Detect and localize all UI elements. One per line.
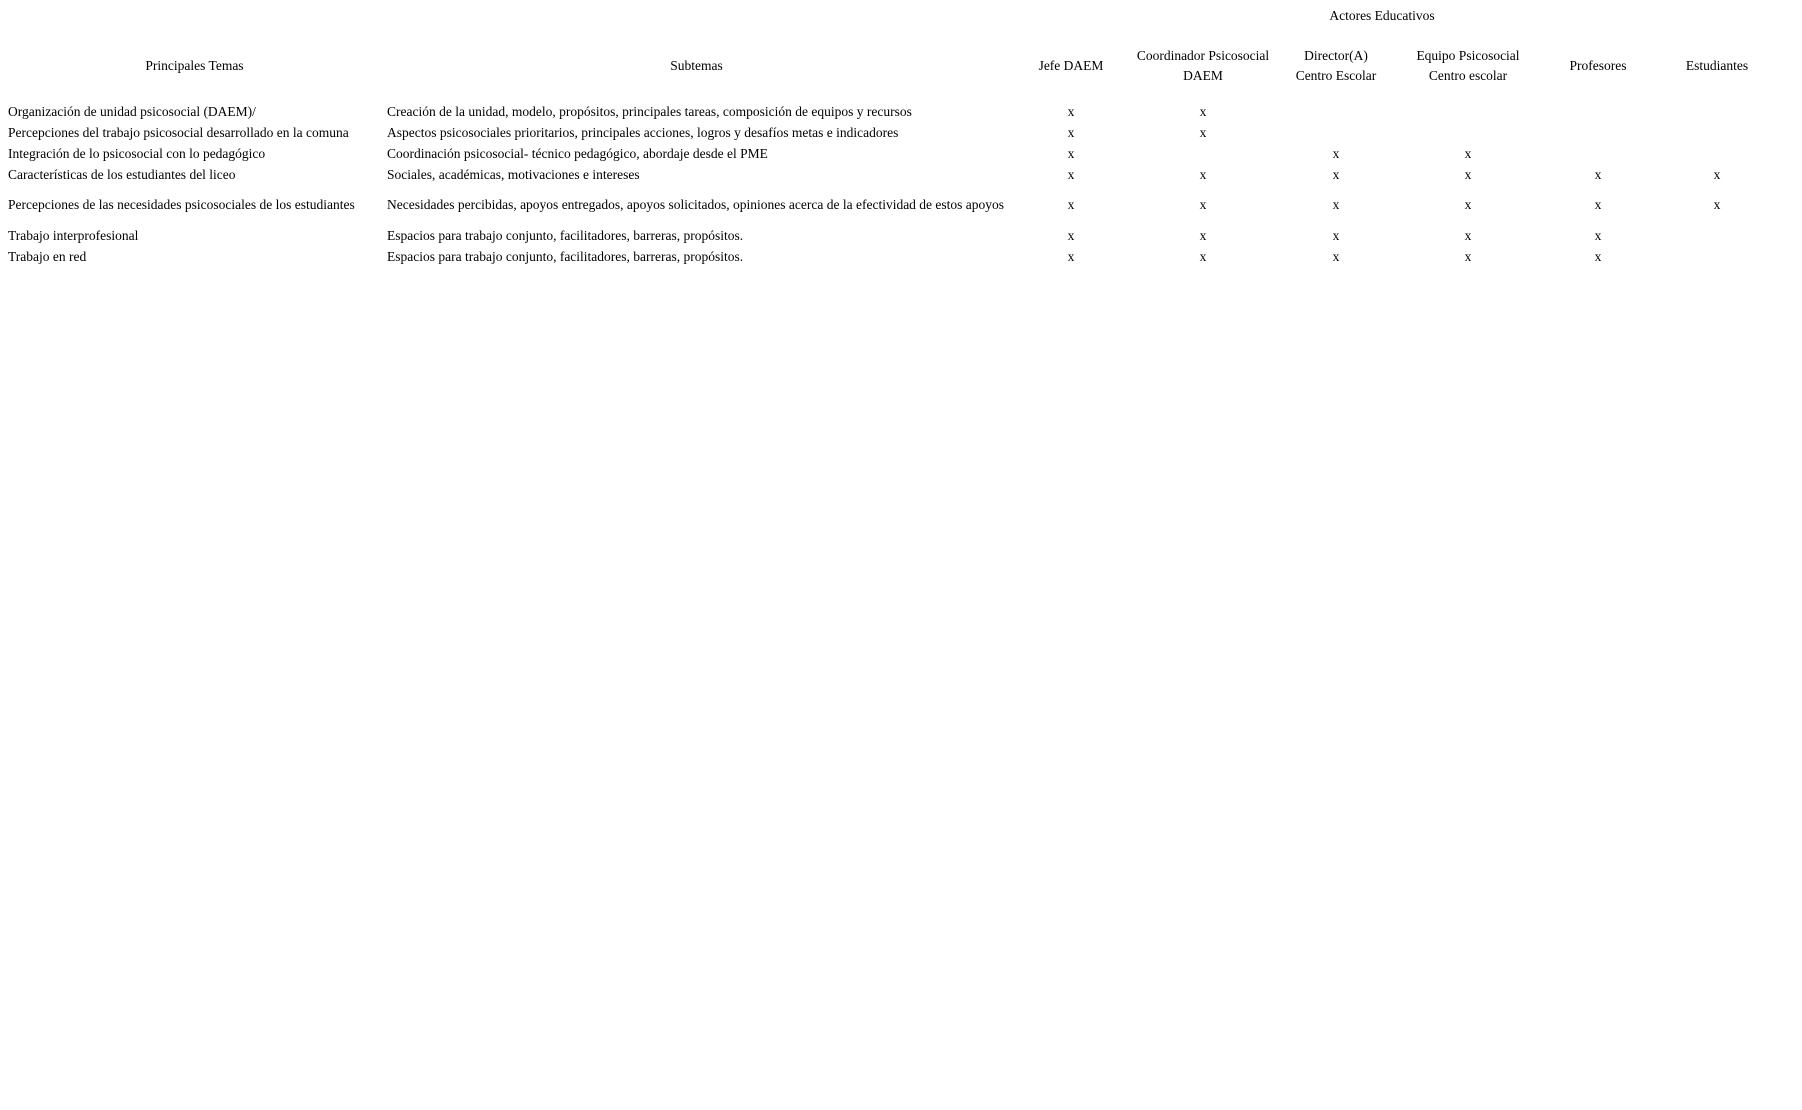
cell-subtema: Sociales, académicas, motivaciones e intereses bbox=[387, 166, 640, 182]
cell-director: x bbox=[1332, 248, 1340, 264]
table-body bbox=[5, 101, 1775, 267]
cell-profesores: x bbox=[1594, 227, 1602, 243]
col-header-coordinador-line1: Coordinador Psicosocial bbox=[1136, 48, 1270, 63]
cell-subtema: Coordinación psicosocial- técnico pedagógico, abordaje desde el PME bbox=[387, 145, 768, 161]
cell-profesores: x bbox=[1594, 197, 1602, 212]
table-row bbox=[5, 225, 1775, 246]
cell-jefe-daem: x bbox=[1067, 248, 1075, 264]
cell-equipo: x bbox=[1464, 197, 1472, 212]
col-header-subtema: Subtemas bbox=[670, 58, 723, 73]
table-row bbox=[5, 101, 1775, 122]
cell-profesores bbox=[1537, 101, 1659, 122]
cell-coordinador: x bbox=[1199, 103, 1207, 119]
cell-profesores: x bbox=[1594, 248, 1602, 264]
cell-equipo: x bbox=[1464, 227, 1472, 243]
col-header-equipo-line2: Centro escolar bbox=[1428, 68, 1508, 83]
col-header-coordinador-line2: DAEM bbox=[1183, 68, 1223, 83]
cell-estudiantes bbox=[1659, 122, 1775, 143]
cell-estudiantes: x bbox=[1713, 166, 1721, 182]
cell-tema: Trabajo en red bbox=[8, 248, 87, 264]
table-row bbox=[5, 246, 1775, 267]
col-header-equipo-line1: Equipo Psicosocial bbox=[1416, 48, 1520, 63]
cell-director bbox=[1273, 101, 1399, 122]
cell-director: x bbox=[1332, 145, 1340, 161]
cell-coordinador bbox=[1133, 143, 1273, 164]
col-header-director-line2: Centro Escolar bbox=[1295, 68, 1377, 83]
cell-coordinador: x bbox=[1199, 166, 1207, 182]
cell-equipo bbox=[1399, 122, 1537, 143]
cell-tema: Integración de lo psicosocial con lo pedagógico bbox=[8, 145, 266, 161]
col-header-tema: Principales Temas bbox=[145, 58, 244, 73]
col-header-estudiantes: Estudiantes bbox=[1685, 58, 1749, 73]
table-header bbox=[5, 44, 1775, 101]
cell-estudiantes bbox=[1659, 143, 1775, 164]
cell-equipo: x bbox=[1464, 166, 1472, 182]
table-row bbox=[5, 185, 1775, 225]
cell-tema: Percepciones del trabajo psicosocial desarrollado en la comuna bbox=[8, 124, 349, 140]
cell-director: x bbox=[1332, 166, 1340, 182]
cell-estudiantes bbox=[1659, 225, 1775, 246]
cell-profesores bbox=[1537, 122, 1659, 143]
cell-tema: Características de los estudiantes del liceo bbox=[8, 166, 236, 182]
cell-jefe-daem: x bbox=[1067, 124, 1075, 140]
cell-equipo: x bbox=[1464, 248, 1472, 264]
cell-profesores bbox=[1537, 143, 1659, 164]
cell-jefe-daem: x bbox=[1067, 145, 1075, 161]
cell-subtema: Espacios para trabajo conjunto, facilitadores, barreras, propósitos. bbox=[387, 227, 744, 243]
col-header-director-line1: Director(A) bbox=[1304, 48, 1368, 63]
cell-subtema: Aspectos psicosociales prioritarios, principales acciones, logros y desafíos metas e indicadores bbox=[387, 124, 899, 140]
cell-subtema: Necesidades percibidas, apoyos entregados, apoyos solicitados, opiniones acerca de la efectividad de estos apoyos bbox=[387, 197, 1005, 212]
cell-director: x bbox=[1332, 227, 1340, 243]
table-row bbox=[5, 143, 1775, 164]
table-row bbox=[5, 164, 1775, 185]
cell-tema: Organización de unidad psicosocial (DAEM)/ bbox=[8, 103, 256, 119]
spacer-cell bbox=[5, 88, 1775, 101]
cell-coordinador: x bbox=[1199, 248, 1207, 264]
col-header-coordinador bbox=[1133, 44, 1273, 88]
table-row bbox=[5, 122, 1775, 143]
cell-equipo: x bbox=[1464, 145, 1472, 161]
cell-jefe-daem: x bbox=[1067, 166, 1075, 182]
cell-director bbox=[1273, 122, 1399, 143]
cell-coordinador: x bbox=[1199, 227, 1207, 243]
cell-tema: Percepciones de las necesidades psicosociales de los estudiantes bbox=[8, 197, 355, 212]
col-header-equipo bbox=[1399, 44, 1537, 88]
cell-estudiantes bbox=[1659, 101, 1775, 122]
cell-coordinador: x bbox=[1199, 124, 1207, 140]
cell-estudiantes bbox=[1659, 246, 1775, 267]
cell-profesores: x bbox=[1594, 166, 1602, 182]
col-header-director bbox=[1273, 44, 1399, 88]
cell-jefe-daem: x bbox=[1067, 197, 1075, 212]
cell-subtema: Espacios para trabajo conjunto, facilitadores, barreras, propósitos. bbox=[387, 248, 744, 264]
header-spacer bbox=[5, 88, 1775, 101]
cell-jefe-daem: x bbox=[1067, 103, 1075, 119]
themes-matrix-table bbox=[5, 44, 1775, 267]
cell-jefe-daem: x bbox=[1067, 227, 1075, 243]
cell-subtema: Creación de la unidad, modelo, propósitos, principales tareas, composición de equipos y recursos bbox=[387, 103, 912, 119]
cell-estudiantes: x bbox=[1713, 197, 1721, 212]
cell-tema: Trabajo interprofesional bbox=[8, 227, 139, 243]
cell-director: x bbox=[1332, 197, 1340, 212]
cell-coordinador: x bbox=[1199, 197, 1207, 212]
group-header-actores: Actores Educativos bbox=[1329, 8, 1435, 23]
col-header-jefe-daem: Jefe DAEM bbox=[1038, 58, 1104, 73]
header-row bbox=[5, 44, 1775, 88]
col-header-profesores: Profesores bbox=[1569, 58, 1627, 73]
cell-equipo bbox=[1399, 101, 1537, 122]
